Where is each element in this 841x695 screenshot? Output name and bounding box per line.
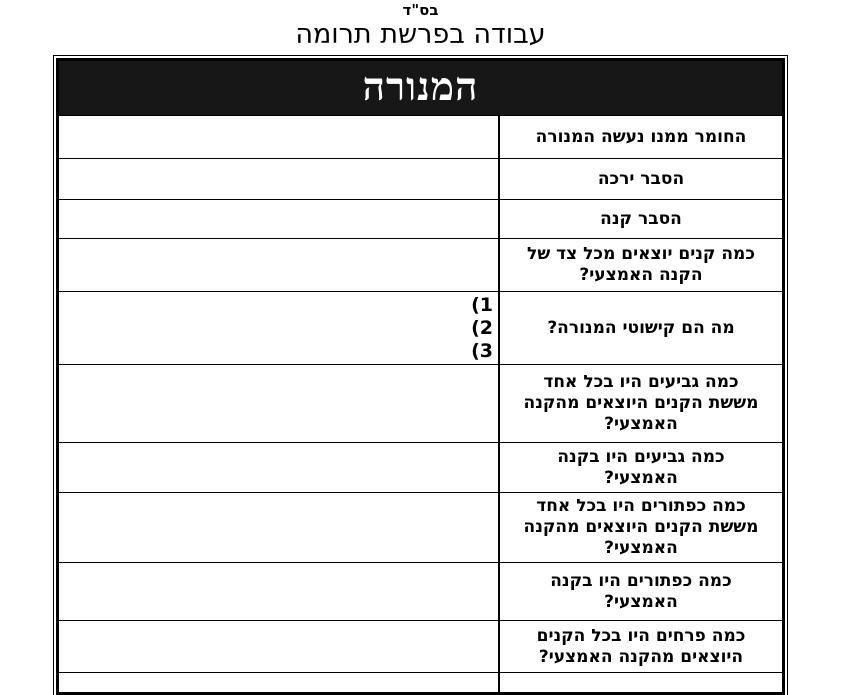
answer-cell[interactable] (59, 493, 498, 562)
question-text: הקנה האמצעי? (579, 265, 703, 285)
question-text: כמה פרחים היו בכל הקנים (536, 625, 746, 646)
table-row (59, 291, 782, 364)
question-text: כמה כפתורים היו בקנה (550, 570, 732, 591)
table-title-header: המנורה (59, 61, 782, 115)
answer-cell[interactable] (59, 673, 498, 692)
question-text: כמה כפתורים היו בכל אחד (536, 496, 746, 516)
answer-cell[interactable] (59, 621, 498, 672)
table-row-partial (59, 672, 782, 692)
question-text: האמצעי? (604, 467, 678, 488)
question-cell (498, 365, 782, 442)
question-text: הסבר קנה (600, 208, 682, 229)
question-text: החומר ממנו נעשה המנורה (535, 126, 747, 147)
question-text: האמצעי? (604, 414, 678, 434)
question-cell (498, 621, 782, 672)
answer-cell[interactable] (59, 563, 498, 620)
table-row (59, 115, 782, 158)
question-cell (498, 292, 782, 364)
menorah-table (56, 58, 785, 695)
question-text: האמצעי? (604, 538, 678, 558)
answer-cell[interactable] (59, 443, 498, 492)
bsd-header: בס"ד (402, 1, 439, 19)
answer-number: (3 (471, 339, 493, 362)
table-row (59, 442, 782, 492)
answer-cell[interactable] (59, 239, 498, 291)
answer-cell[interactable] (59, 292, 498, 364)
question-text: האמצעי? (604, 591, 678, 612)
question-text: כמה קנים יוצאים מכל צד של (527, 244, 755, 264)
question-text: הסבר ירכה (597, 168, 685, 189)
question-cell (498, 159, 782, 199)
table-row (59, 364, 782, 442)
question-cell (498, 563, 782, 620)
question-cell (498, 443, 782, 492)
table-row (59, 158, 782, 199)
table-row (59, 492, 782, 562)
question-text: מששת הקנים היוצאים מהקנה (523, 517, 759, 537)
answer-cell[interactable] (59, 365, 498, 442)
question-text: מה הם קישוטי המנורה? (547, 317, 735, 338)
question-text: כמה גביעים היו בכל אחד (543, 372, 739, 392)
question-text: כמה גביעים היו בקנה (557, 446, 725, 467)
answer-number: (2 (471, 316, 493, 339)
question-text: מששת הקנים היוצאים מהקנה (523, 393, 759, 413)
question-cell (498, 493, 782, 562)
answer-number: (1 (471, 293, 493, 316)
table-row (59, 199, 782, 238)
table-row (59, 620, 782, 672)
question-text: היוצאים מהקנה האמצעי? (538, 646, 744, 667)
table-row (59, 562, 782, 620)
question-cell (498, 116, 782, 158)
question-cell (498, 239, 782, 291)
answer-cell[interactable] (59, 159, 498, 199)
answer-cell[interactable] (59, 200, 498, 238)
answer-cell[interactable] (59, 116, 498, 158)
table-row (59, 238, 782, 291)
question-cell (498, 200, 782, 238)
question-cell (498, 673, 782, 692)
page-title: עבודה בפרשת תרומה (295, 19, 546, 50)
